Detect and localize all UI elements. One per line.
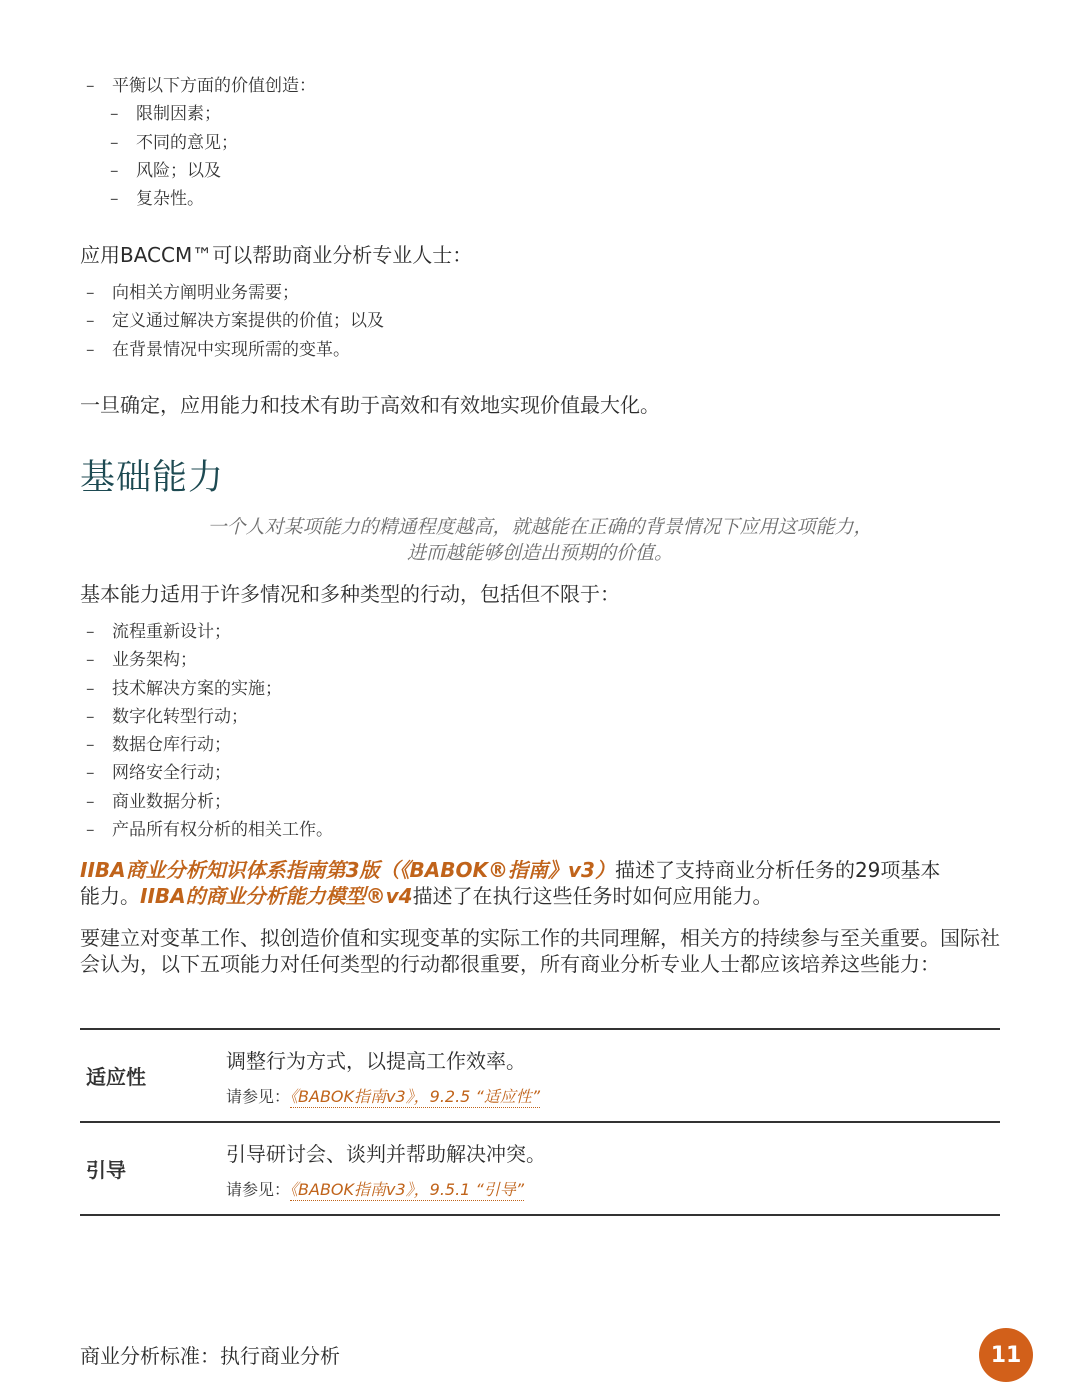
list-item: – 限制因素； <box>80 100 1000 128</box>
babok-guide-link[interactable]: IIBA商业分析知识体系指南第3版（《BABOK®指南》v3） <box>80 858 615 882</box>
babok-text: 描述了支持商业分析任务的29项基本 <box>614 858 941 882</box>
babok-reference-link[interactable]: 《BABOK指南v3》，9.5.1 “引导” <box>290 1179 525 1199</box>
babok-reference-link[interactable]: 《BABOK指南v3》，9.2.5 “适应性” <box>290 1086 541 1106</box>
competency-model-link[interactable]: IIBA的商业分析能力模型®v4 <box>140 883 413 908</box>
list-item: – 在背景情况中实现所需的变革。 <box>80 336 1000 364</box>
competency-detail <box>226 1122 1000 1215</box>
competency-description: 引导研讨会、谈判并帮助解决冲突。 <box>226 1141 546 1166</box>
list-item: – 产品所有权分析的相关工作。 <box>80 816 1000 844</box>
list-item: – 风险；以及 <box>80 157 1000 185</box>
babok-paragraph <box>80 858 1000 909</box>
competency-name: 适应性 <box>80 1029 226 1122</box>
list-item: – 数字化转型行动； <box>80 703 1000 731</box>
page-content <box>80 0 1000 1397</box>
competency-description: 调整行为方式，以提高工作效率。 <box>226 1048 526 1073</box>
list-item: – 不同的意见； <box>80 129 1000 157</box>
section-title: 基础能力 <box>80 458 225 498</box>
list-item: – 流程重新设计； <box>80 618 1000 646</box>
list-item: – 商业数据分析； <box>80 788 1000 816</box>
list-item: – 网络安全行动； <box>80 759 1000 787</box>
list-item: – 向相关方阐明业务需要； <box>80 279 1000 307</box>
footer-title: 商业分析标准：执行商业分析 <box>80 1344 340 1368</box>
see-label: 请参见： <box>226 1086 291 1106</box>
competency-name: 引导 <box>80 1122 226 1215</box>
list-item: – 技术解决方案的实施； <box>80 675 1000 703</box>
list-item: – 定义通过解决方案提供的价值；以及 <box>80 307 1000 335</box>
table-row <box>80 1029 1000 1122</box>
see-label: 请参见： <box>226 1179 291 1199</box>
value-creation-list <box>80 72 1000 213</box>
list-item: – 数据仓库行动； <box>80 731 1000 759</box>
summary-text: 一旦确定，应用能力和技术有助于高效和有效地实现价值最大化。 <box>80 393 660 417</box>
model-text: 描述了在执行这些任务时如何应用能力。 <box>412 883 773 908</box>
initiatives-list <box>80 618 1000 844</box>
see-also <box>226 1084 1000 1107</box>
list-item: – 复杂性。 <box>80 185 1000 213</box>
baccm-list <box>80 279 1000 364</box>
page-number-badge: 11 <box>979 1328 1033 1382</box>
section-quote <box>80 514 1000 566</box>
closing-paragraph: 要建立对变革工作、拟创造价值和实现变革的实际工作的共同理解，相关方的持续参与至关重要。国际社会认为，以下五项能力对任何类型的行动都很重要，所有商业分析专业人士都应该培养这些能力： <box>80 926 1000 976</box>
competency-detail <box>226 1029 1000 1122</box>
competency-table <box>80 1028 1000 1216</box>
quote-line: 进而越能够创造出预期的价值。 <box>406 542 673 564</box>
table-row <box>80 1122 1000 1215</box>
list-item: – 平衡以下方面的价值创造： <box>80 72 1000 100</box>
babok-text-cont: 能力。 <box>80 883 140 908</box>
section-intro: 基本能力适用于许多情况和多种类型的行动，包括但不限于： <box>80 582 620 606</box>
list-item: – 业务架构； <box>80 646 1000 674</box>
see-also <box>226 1177 1000 1200</box>
baccm-intro: 应用BACCM™可以帮助商业分析专业人士： <box>80 243 473 267</box>
quote-line: 一个人对某项能力的精通程度越高，就越能在正确的背景情况下应用这项能力， <box>207 516 873 538</box>
